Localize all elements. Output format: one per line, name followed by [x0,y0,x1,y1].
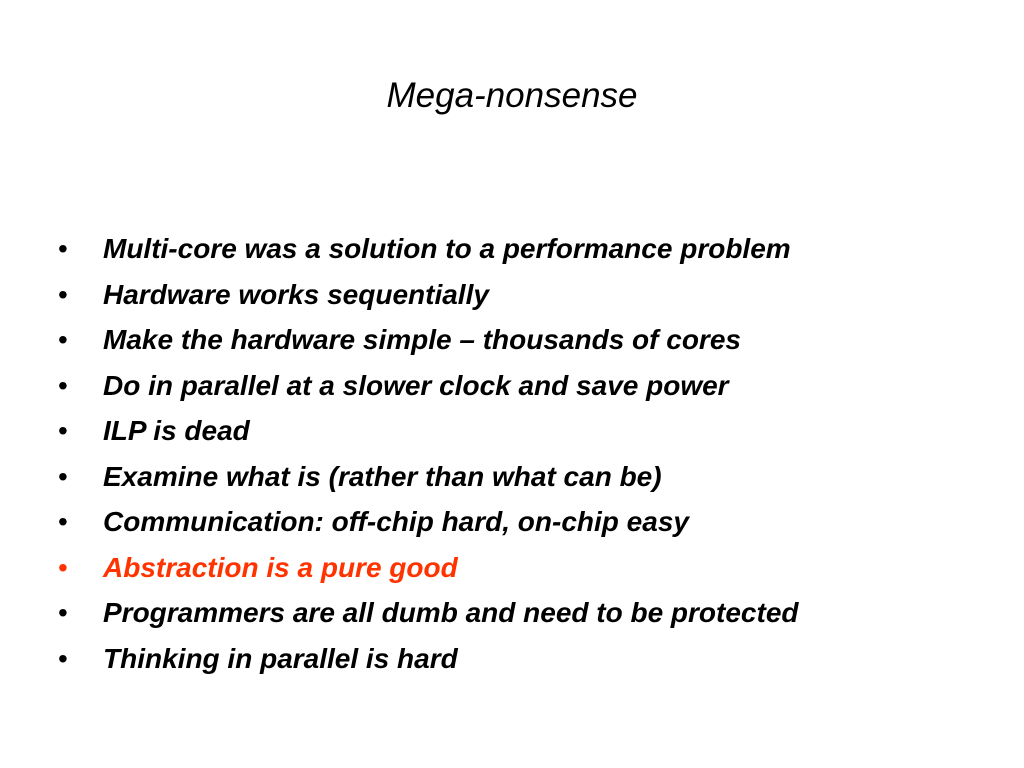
bullet-text: Abstraction is a pure good [103,551,458,583]
bullet-item [58,317,998,363]
bullet-dot-icon: • [58,506,68,537]
bullet-item [58,636,998,682]
bullet-dot-icon: • [58,233,68,264]
bullet-text: Communication: off-chip hard, on-chip easy [103,506,689,537]
bullet-dot-icon: • [58,415,68,446]
slide-title: Mega-nonsense [386,76,638,115]
bullet-item [58,590,998,636]
bullet-text: Hardware works sequentially [103,278,489,310]
bullet-text: Do in parallel at a slower clock and save power [103,369,729,401]
bullet-dot-icon: • [58,551,68,583]
bullet-dot-icon: • [58,324,68,355]
bullet-item [58,545,998,591]
bullet-item [58,454,998,500]
bullet-text: Programmers are all dumb and need to be protected [103,597,799,628]
bullet-text: Examine what is (rather than what can be) [103,460,662,492]
bullet-item [58,226,998,272]
bullet-text: Multi-core was a solution to a performance problem [103,233,791,264]
bullet-dot-icon: • [58,460,68,492]
bullet-item [58,408,998,454]
bullet-list [58,226,998,681]
bullet-text: Thinking in parallel is hard [103,642,458,674]
bullet-dot-icon: • [58,597,68,628]
bullet-text: ILP is dead [103,415,250,446]
bullet-dot-icon: • [58,369,68,401]
bullet-item [58,499,998,545]
bullet-item [58,272,998,318]
bullet-text: Make the hardware simple – thousands of cores [103,324,741,355]
bullet-dot-icon: • [58,278,68,310]
bullet-dot-icon: • [58,642,68,674]
bullet-item [58,363,998,409]
